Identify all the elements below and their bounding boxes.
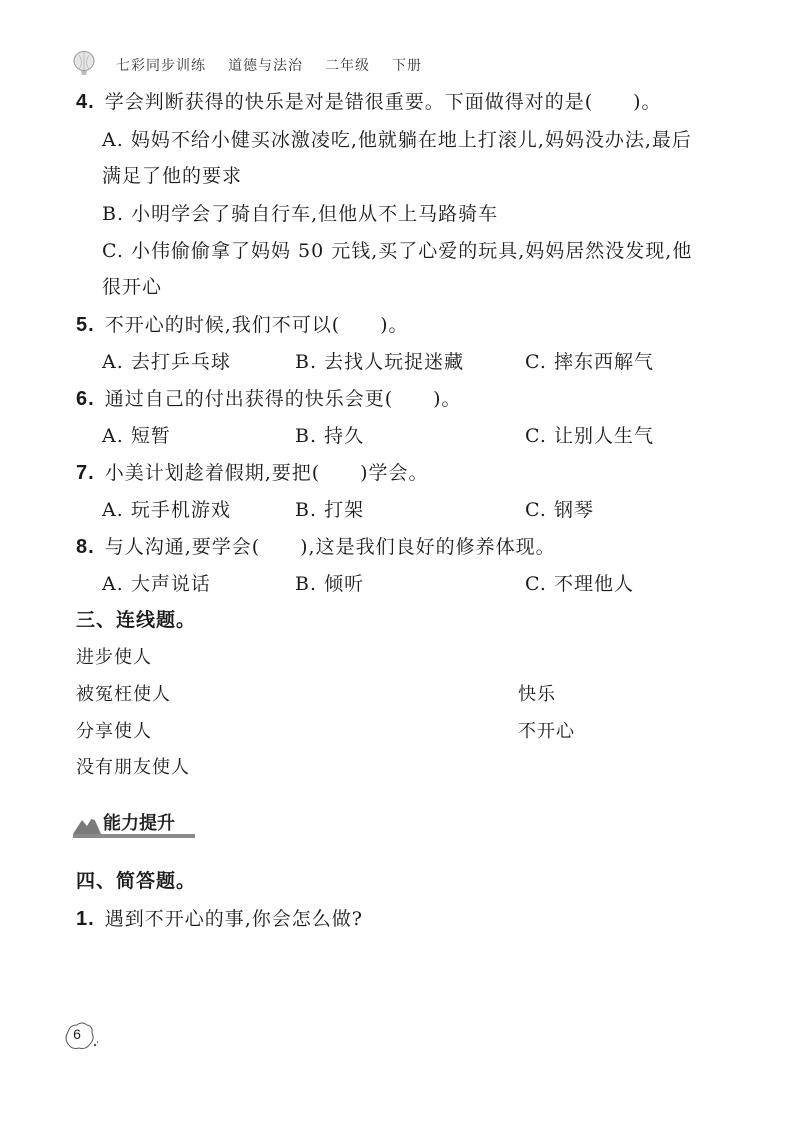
option-text: 小伟偷偷拿了妈妈 50 元钱,买了心爱的玩具,妈妈居然没发现,他 bbox=[130, 240, 693, 262]
option-text: 打架 bbox=[324, 499, 365, 521]
option-label: A. bbox=[102, 351, 124, 373]
option-label: A. bbox=[102, 499, 124, 521]
header-subject: 道德与法治 bbox=[228, 58, 303, 74]
question-number: 8. bbox=[76, 536, 95, 558]
banner-underline bbox=[73, 834, 195, 838]
option-text: 倾听 bbox=[324, 573, 365, 595]
question-5-option-c bbox=[525, 347, 654, 374]
option-label: C. bbox=[102, 240, 124, 262]
match-right-item: 不开心 bbox=[518, 721, 575, 742]
match-right-item: 快乐 bbox=[518, 684, 556, 705]
question-text: 小美计划趁着假期,要把( )学会。 bbox=[104, 462, 429, 484]
page-number-badge bbox=[62, 1018, 100, 1056]
page-number: 6 bbox=[73, 1026, 81, 1042]
option-label: A. bbox=[102, 129, 124, 151]
option-text: 持久 bbox=[324, 425, 365, 447]
header-series: 七彩同步训练 bbox=[116, 58, 206, 74]
option-text: 满足了他的要求 bbox=[102, 165, 243, 187]
question-number: 4. bbox=[76, 91, 95, 113]
section-4-question-1 bbox=[76, 904, 363, 931]
option-label: B. bbox=[295, 573, 318, 595]
question-8-option-a bbox=[102, 569, 211, 596]
question-4-option-c-continued bbox=[102, 272, 162, 299]
question-7-option-a bbox=[102, 495, 231, 522]
option-label: A. bbox=[102, 573, 124, 595]
option-label: B. bbox=[295, 351, 318, 373]
option-text: 去打乒乓球 bbox=[130, 351, 231, 373]
match-left-item: 进步使人 bbox=[76, 647, 152, 668]
question-8-option-c bbox=[525, 569, 634, 596]
question-number: 1. bbox=[76, 908, 95, 930]
question-4-option-a bbox=[102, 125, 692, 152]
match-left-item: 被冤枉使人 bbox=[76, 684, 171, 705]
question-4-option-a-continued bbox=[102, 161, 242, 188]
balloon-logo-icon bbox=[72, 51, 96, 79]
option-text: 钢琴 bbox=[553, 499, 594, 521]
question-4-stem bbox=[76, 87, 662, 114]
option-text: 去找人玩捉迷藏 bbox=[324, 351, 465, 373]
page-header bbox=[72, 50, 444, 80]
option-text: 很开心 bbox=[102, 276, 163, 298]
option-label: B. bbox=[102, 203, 125, 225]
header-grade: 二年级 bbox=[325, 58, 370, 74]
option-text: 摔东西解气 bbox=[553, 351, 654, 373]
question-number: 5. bbox=[76, 314, 95, 336]
option-label: B. bbox=[295, 425, 318, 447]
banner-title: 能力提升 bbox=[103, 813, 175, 834]
option-label: B. bbox=[295, 499, 318, 521]
option-label: C. bbox=[525, 425, 547, 447]
question-number: 6. bbox=[76, 388, 95, 410]
question-number: 7. bbox=[76, 462, 95, 484]
section-3-title: 三、连线题。 bbox=[76, 609, 197, 631]
question-text: 不开心的时候,我们不可以( )。 bbox=[104, 314, 409, 336]
section-4-title: 四、简答题。 bbox=[76, 870, 197, 892]
question-6-option-a bbox=[102, 421, 171, 448]
question-text: 学会判断获得的快乐是对是错很重要。下面做得对的是( )。 bbox=[104, 91, 662, 113]
question-7-option-b bbox=[295, 495, 364, 522]
ability-banner bbox=[73, 806, 195, 838]
question-6-option-b bbox=[295, 421, 364, 448]
question-text: 与人沟通,要学会( ),这是我们良好的修养体现。 bbox=[104, 536, 556, 558]
option-text: 玩手机游戏 bbox=[130, 499, 231, 521]
match-left-item: 分享使人 bbox=[76, 721, 152, 742]
header-term: 下册 bbox=[392, 58, 422, 74]
option-text: 不理他人 bbox=[553, 573, 634, 595]
option-text: 短暂 bbox=[130, 425, 171, 447]
question-7-stem bbox=[76, 458, 429, 485]
question-text: 遇到不开心的事,你会怎么做? bbox=[104, 908, 363, 930]
question-6-option-c bbox=[525, 421, 654, 448]
question-4-option-b bbox=[102, 199, 498, 226]
option-text: 大声说话 bbox=[130, 573, 211, 595]
question-8-option-b bbox=[295, 569, 364, 596]
question-5-stem bbox=[76, 310, 409, 337]
option-text: 妈妈不给小健买冰激凌吃,他就躺在地上打滚儿,妈妈没办法,最后 bbox=[130, 129, 692, 151]
option-label: C. bbox=[525, 351, 547, 373]
question-8-stem bbox=[76, 532, 556, 559]
option-label: A. bbox=[102, 425, 124, 447]
option-text: 让别人生气 bbox=[553, 425, 654, 447]
question-5-option-a bbox=[102, 347, 231, 374]
question-4-option-c bbox=[102, 236, 692, 263]
option-label: C. bbox=[525, 573, 547, 595]
option-label: C. bbox=[525, 499, 547, 521]
question-6-stem bbox=[76, 384, 462, 411]
question-7-option-c bbox=[525, 495, 594, 522]
match-left-item: 没有朋友使人 bbox=[76, 757, 190, 778]
mountain-icon bbox=[73, 812, 101, 834]
option-text: 小明学会了骑自行车,但他从不上马路骑车 bbox=[131, 203, 499, 225]
question-text: 通过自己的付出获得的快乐会更( )。 bbox=[104, 388, 462, 410]
question-5-option-b bbox=[295, 347, 464, 374]
